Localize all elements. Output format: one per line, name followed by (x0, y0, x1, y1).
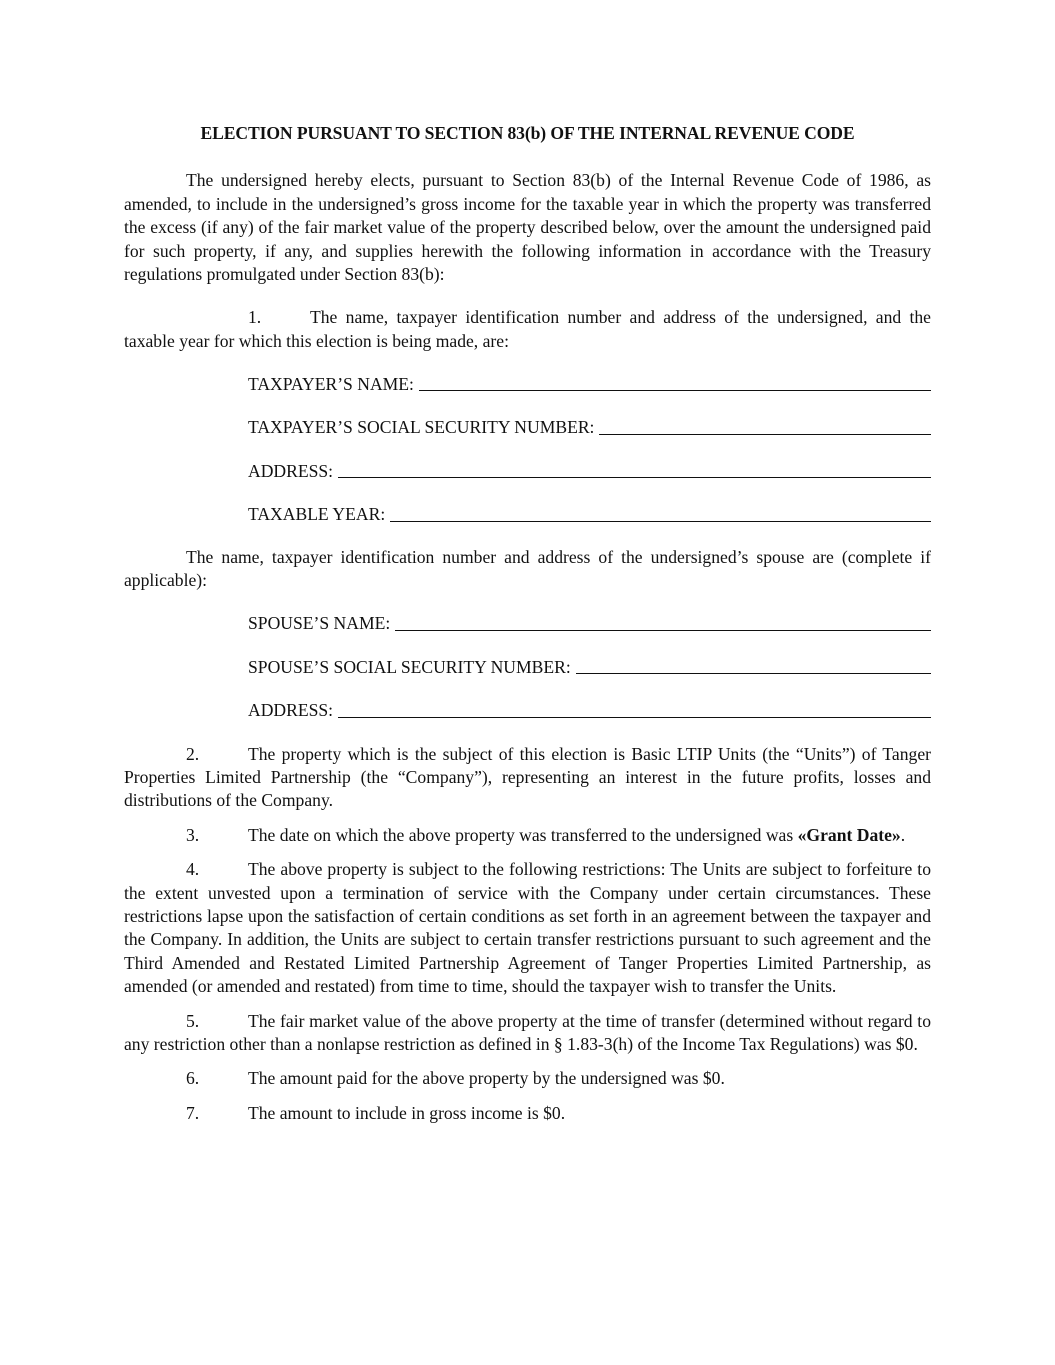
taxpayer-fields (248, 373, 931, 527)
spouse-name-blank[interactable] (395, 630, 931, 631)
taxpayer-address-label: ADDRESS: (248, 460, 334, 481)
taxable-year-label: TAXABLE YEAR: (248, 504, 386, 525)
item-7-paragraph (124, 1102, 931, 1125)
spouse-name-label: SPOUSE’S NAME: (248, 613, 391, 634)
document-title: ELECTION PURSUANT TO SECTION 83(b) OF THE INTERNAL REVENUE CODE (200, 123, 855, 143)
spouse-intro-paragraph: The name, taxpayer identification number and address of the undersigned’s spouse are (complete if applicable): (124, 546, 931, 591)
spouse-address-label: ADDRESS: (248, 700, 334, 721)
item-4-paragraph (124, 858, 931, 998)
item-4-number: 4. (186, 859, 200, 880)
item-3-number: 3. (186, 824, 200, 845)
taxpayer-name-field[interactable] (248, 373, 931, 396)
item-5-text: The fair market value of the above property at the time of transfer (determined without regard to any restriction other than a nonlapse restriction as defined in § 1.83-3(h) of the Income Tax Regulations) was $0. (124, 1010, 931, 1055)
taxable-year-field[interactable] (248, 504, 931, 527)
grant-date-placeholder: «Grant Date» (797, 824, 901, 845)
document-page (124, 122, 931, 1125)
item-6-text: The amount paid for the above property by the undersigned was $0. (248, 1068, 725, 1089)
taxpayer-name-blank[interactable] (419, 390, 931, 391)
taxpayer-address-blank[interactable] (338, 477, 931, 478)
taxpayer-ssn-blank[interactable] (599, 434, 931, 435)
item-3-text: The date on which the above property was transferred to the undersigned was (248, 824, 794, 845)
taxpayer-ssn-field[interactable] (248, 417, 931, 440)
spouse-ssn-label: SPOUSE’S SOCIAL SECURITY NUMBER: (248, 656, 571, 677)
item-1-paragraph (124, 306, 931, 353)
item-7-number: 7. (186, 1102, 200, 1123)
spouse-name-field[interactable] (248, 613, 931, 636)
item-3-paragraph (124, 824, 931, 847)
taxable-year-blank[interactable] (390, 521, 931, 522)
item-3-suffix: . (900, 824, 906, 845)
spouse-address-field[interactable] (248, 700, 931, 723)
item-5-paragraph (124, 1010, 931, 1057)
item-2-text: The property which is the subject of this election is Basic LTIP Units (the “Units”) of Tanger Properties Limited Partnership (the “Company”), representing an interest in the future profits, losses and distributions of the Company. (124, 743, 931, 811)
spouse-fields (248, 613, 931, 723)
item-6-number: 6. (186, 1068, 200, 1089)
spouse-ssn-blank[interactable] (576, 673, 931, 674)
item-6-paragraph (124, 1067, 931, 1090)
item-2-paragraph (124, 743, 931, 813)
item-7-text: The amount to include in gross income is $0. (248, 1102, 566, 1123)
item-2-number: 2. (186, 743, 200, 764)
item-5-number: 5. (186, 1010, 200, 1031)
item-1-number: 1. (248, 307, 262, 328)
taxpayer-address-field[interactable] (248, 460, 931, 483)
item-4-text: The above property is subject to the following restrictions: The Units are subject to forfeiture to the extent unvested upon a termination of service with the Company under certain circumstances. These restrictions lapse upon the satisfaction of certain conditions as set forth in an agreement between the taxpayer and the Company. In addition, the Units are subject to certain transfer restrictions pursuant to such agreement and the Third Amended and Restated Limited Partnership Agreement of Tanger Properties Limited Partnership, as amended (or amended and restated) from time to time, should the taxpayer wish to transfer the Units. (124, 859, 931, 997)
item-1-text: The name, taxpayer identification number and address of the undersigned, and the taxable year for which this election is being made, are: (124, 307, 931, 351)
spouse-ssn-field[interactable] (248, 656, 931, 679)
taxpayer-name-label: TAXPAYER’S NAME: (248, 373, 414, 394)
spouse-address-blank[interactable] (338, 717, 931, 718)
intro-paragraph: The undersigned hereby elects, pursuant to Section 83(b) of the Internal Revenue Code of 1986, as amended, to include in the undersigned’s gross income for the taxable year in which the property was transferred the excess (if any) of the fair market value of the property described below, over the amount the undersigned paid for such property, if any, and supplies herewith the following information in accordance with the Treasury regulations promulgated under Section 83(b): (124, 170, 931, 285)
taxpayer-ssn-label: TAXPAYER’S SOCIAL SECURITY NUMBER: (248, 417, 595, 438)
